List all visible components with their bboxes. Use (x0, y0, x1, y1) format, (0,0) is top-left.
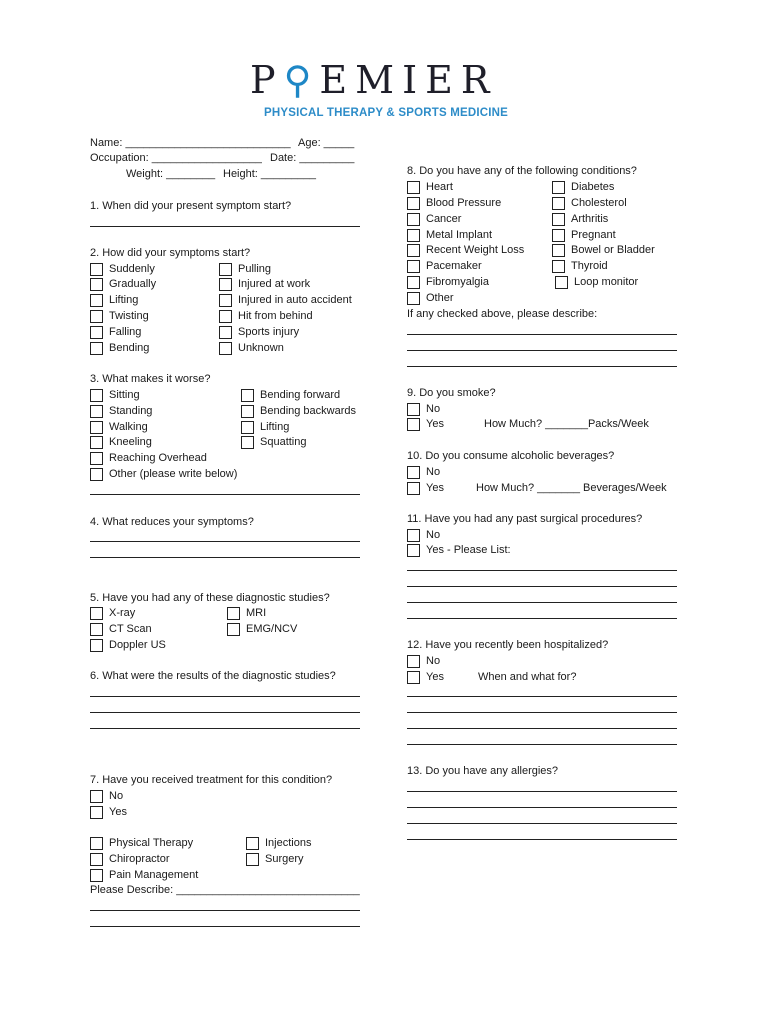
checkbox[interactable] (219, 278, 232, 291)
q10-option[interactable]: Yes (407, 481, 444, 495)
q9-option[interactable]: Yes (407, 417, 444, 431)
checkbox[interactable] (90, 294, 103, 307)
q8-option[interactable]: Other (407, 291, 454, 305)
q8-describe: If any checked above, please describe: (407, 308, 598, 320)
checkbox[interactable] (219, 326, 232, 339)
checkbox[interactable] (241, 405, 254, 418)
checkbox[interactable] (407, 529, 420, 542)
q7-option[interactable]: Pain Management (90, 868, 198, 882)
q12-answer-line[interactable] (407, 728, 677, 729)
q12-answer-line[interactable] (407, 744, 677, 745)
checkbox[interactable] (407, 292, 420, 305)
checkbox[interactable] (90, 806, 103, 819)
q10-label: 10. Do you consume alcoholic beverages? (407, 450, 615, 462)
checkbox[interactable] (90, 837, 103, 850)
q8-option[interactable]: Fibromyalgia (407, 275, 489, 289)
q8-option[interactable]: Diabetes (552, 180, 614, 194)
q5-option[interactable]: CT Scan (90, 622, 152, 636)
q8-option[interactable]: Cancer (407, 212, 461, 226)
q2-option[interactable]: Gradually (90, 277, 156, 291)
q6-answer-line[interactable] (90, 712, 360, 713)
q8-answer-line[interactable] (407, 334, 677, 335)
q1-label: 1. When did your present symptom start? (90, 200, 292, 212)
checkbox[interactable] (241, 421, 254, 434)
checkbox[interactable] (407, 418, 420, 431)
q9-option[interactable]: No (407, 402, 440, 416)
q11-answer-line[interactable] (407, 586, 677, 587)
q12-label: 12. Have you recently been hospitalized? (407, 639, 609, 651)
checkbox[interactable] (552, 181, 565, 194)
q3-option[interactable]: Lifting (241, 420, 289, 434)
q12-answer-line[interactable] (407, 696, 677, 697)
q5-option[interactable]: MRI (227, 606, 266, 620)
q4-answer-line[interactable] (90, 541, 360, 542)
checkbox[interactable] (407, 671, 420, 684)
checkbox[interactable] (90, 452, 103, 465)
checkbox[interactable] (90, 389, 103, 402)
q1-answer-line[interactable] (90, 226, 360, 227)
checkbox[interactable] (219, 342, 232, 355)
q13-answer-line[interactable] (407, 791, 677, 792)
height-field[interactable]: Height: _________ (223, 168, 316, 180)
checkbox[interactable] (90, 342, 103, 355)
checkbox[interactable] (407, 276, 420, 289)
checkbox[interactable] (90, 310, 103, 323)
q3-option[interactable]: Squatting (241, 435, 306, 449)
q7-option[interactable]: Yes (90, 805, 127, 819)
checkbox[interactable] (241, 436, 254, 449)
checkbox[interactable] (407, 544, 420, 557)
age-field[interactable]: Age: _____ (298, 137, 355, 149)
checkbox[interactable] (90, 278, 103, 291)
q7-option[interactable]: Chiropractor (90, 852, 170, 866)
checkbox[interactable] (407, 229, 420, 242)
checkbox[interactable] (407, 403, 420, 416)
checkbox[interactable] (90, 436, 103, 449)
q13-answer-line[interactable] (407, 807, 677, 808)
q6-answer-line[interactable] (90, 696, 360, 697)
q8-option[interactable]: Arthritis (552, 212, 608, 226)
q11-answer-line[interactable] (407, 570, 677, 571)
checkbox[interactable] (90, 639, 103, 652)
checkbox[interactable] (407, 260, 420, 273)
checkbox[interactable] (407, 655, 420, 668)
q2-option[interactable]: Twisting (90, 309, 149, 323)
q10-amount[interactable]: How Much? _______ Beverages/Week (476, 482, 667, 494)
checkbox[interactable] (219, 294, 232, 307)
q6-answer-line[interactable] (90, 728, 360, 729)
checkbox[interactable] (552, 197, 565, 210)
checkbox[interactable] (246, 853, 259, 866)
q2-option[interactable]: Sports injury (219, 325, 299, 339)
name-field[interactable]: Name: ___________________________ (90, 137, 291, 149)
q2-option[interactable]: Pulling (219, 262, 271, 276)
q2-option[interactable]: Suddenly (90, 262, 155, 276)
q13-answer-line[interactable] (407, 823, 677, 824)
q7-option[interactable]: Physical Therapy (90, 836, 193, 850)
q9-label: 9. Do you smoke? (407, 387, 496, 399)
checkbox[interactable] (90, 623, 103, 636)
checkbox[interactable] (246, 837, 259, 850)
checkbox[interactable] (555, 276, 568, 289)
checkbox[interactable] (90, 326, 103, 339)
q10-option[interactable]: No (407, 465, 440, 479)
q5-option[interactable]: X-ray (90, 606, 135, 620)
q12-option[interactable]: No (407, 654, 440, 668)
q2-option[interactable]: Falling (90, 325, 141, 339)
figure-icon: ⚲ (283, 58, 320, 102)
q3-option[interactable]: Bending backwards (241, 404, 356, 418)
checkbox[interactable] (407, 244, 420, 257)
q8-answer-line[interactable] (407, 366, 677, 367)
q3-option[interactable]: Standing (90, 404, 152, 418)
q12-option[interactable]: Yes (407, 670, 444, 684)
q7-option[interactable]: Surgery (246, 852, 304, 866)
q2-option[interactable]: Hit from behind (219, 309, 313, 323)
checkbox[interactable] (90, 421, 103, 434)
q8-option[interactable]: Bowel or Bladder (552, 243, 655, 257)
q7-option[interactable]: No (90, 789, 123, 803)
checkbox[interactable] (90, 853, 103, 866)
checkbox[interactable] (90, 607, 103, 620)
checkbox[interactable] (407, 466, 420, 479)
checkbox[interactable] (90, 468, 103, 481)
q8-option[interactable]: Blood Pressure (407, 196, 501, 210)
q6-label: 6. What were the results of the diagnostic studies? (90, 670, 336, 682)
checkbox[interactable] (219, 310, 232, 323)
q12-amount: When and what for? (478, 671, 577, 683)
q7-describe[interactable]: Please Describe: ______________________________ (90, 884, 360, 896)
q3-option[interactable]: Kneeling (90, 435, 152, 449)
q2-label: 2. How did your symptoms start? (90, 247, 251, 259)
checkbox[interactable] (90, 869, 103, 882)
logo: P⚲EMIER (250, 58, 498, 102)
q11-answer-line[interactable] (407, 602, 677, 603)
checkbox[interactable] (552, 260, 565, 273)
q5-label: 5. Have you had any of these diagnostic studies? (90, 592, 330, 604)
q11-option[interactable]: Yes - Please List: (407, 543, 511, 557)
q7-option[interactable]: Injections (246, 836, 311, 850)
checkbox[interactable] (90, 405, 103, 418)
checkbox[interactable] (552, 244, 565, 257)
q13-answer-line[interactable] (407, 839, 677, 840)
occupation-field[interactable]: Occupation: __________________ (90, 152, 262, 164)
q2-option[interactable]: Bending (90, 341, 149, 355)
checkbox[interactable] (90, 790, 103, 803)
checkbox[interactable] (407, 197, 420, 210)
checkbox[interactable] (241, 389, 254, 402)
checkbox[interactable] (90, 263, 103, 276)
q8-option[interactable]: Loop monitor (555, 275, 638, 289)
q4-answer-line[interactable] (90, 557, 360, 558)
q13-label: 13. Do you have any allergies? (407, 765, 559, 777)
q11-label: 11. Have you had any past surgical procedures? (407, 513, 643, 525)
q12-answer-line[interactable] (407, 712, 677, 713)
q8-option[interactable]: Recent Weight Loss (407, 243, 524, 257)
q3-option[interactable]: Walking (90, 420, 148, 434)
q7-answer-line[interactable] (90, 926, 360, 927)
q3-label: 3. What makes it worse? (90, 373, 211, 385)
q3-option[interactable]: Sitting (90, 388, 140, 402)
checkbox[interactable] (552, 213, 565, 226)
q7-answer-line[interactable] (90, 910, 360, 911)
q5-option[interactable]: EMG/NCV (227, 622, 297, 636)
q8-option[interactable]: Thyroid (552, 259, 608, 273)
q9-amount[interactable]: How Much? _______Packs/Week (484, 418, 649, 430)
checkbox[interactable] (407, 482, 420, 495)
q8-answer-line[interactable] (407, 350, 677, 351)
checkbox[interactable] (227, 623, 240, 636)
q8-option[interactable]: Pacemaker (407, 259, 482, 273)
checkbox[interactable] (219, 263, 232, 276)
q8-option[interactable]: Pregnant (552, 228, 616, 242)
checkbox[interactable] (227, 607, 240, 620)
tagline: PHYSICAL THERAPY & SPORTS MEDICINE (263, 107, 509, 119)
q3-answer-line[interactable] (90, 494, 360, 495)
q4-label: 4. What reduces your symptoms? (90, 516, 254, 528)
q8-option[interactable]: Metal Implant (407, 228, 492, 242)
checkbox[interactable] (407, 181, 420, 194)
q7-label: 7. Have you received treatment for this condition? (90, 774, 333, 786)
q8-option[interactable]: Heart (407, 180, 453, 194)
q5-option[interactable]: Doppler US (90, 638, 166, 652)
q11-option[interactable]: No (407, 528, 440, 542)
q2-option[interactable]: Injured at work (219, 277, 310, 291)
q3-option[interactable]: Reaching Overhead (90, 451, 207, 465)
checkbox[interactable] (407, 213, 420, 226)
q3-option[interactable]: Bending forward (241, 388, 340, 402)
q11-answer-line[interactable] (407, 618, 677, 619)
q8-label: 8. Do you have any of the following conditions? (407, 165, 637, 177)
q8-option[interactable]: Cholesterol (552, 196, 627, 210)
date-field[interactable]: Date: _________ (270, 152, 355, 164)
checkbox[interactable] (552, 229, 565, 242)
q2-option[interactable]: Unknown (219, 341, 284, 355)
q3-option[interactable]: Other (please write below) (90, 467, 237, 481)
q2-option[interactable]: Lifting (90, 293, 138, 307)
weight-field[interactable]: Weight: ________ (126, 168, 216, 180)
q2-option[interactable]: Injured in auto accident (219, 293, 352, 307)
